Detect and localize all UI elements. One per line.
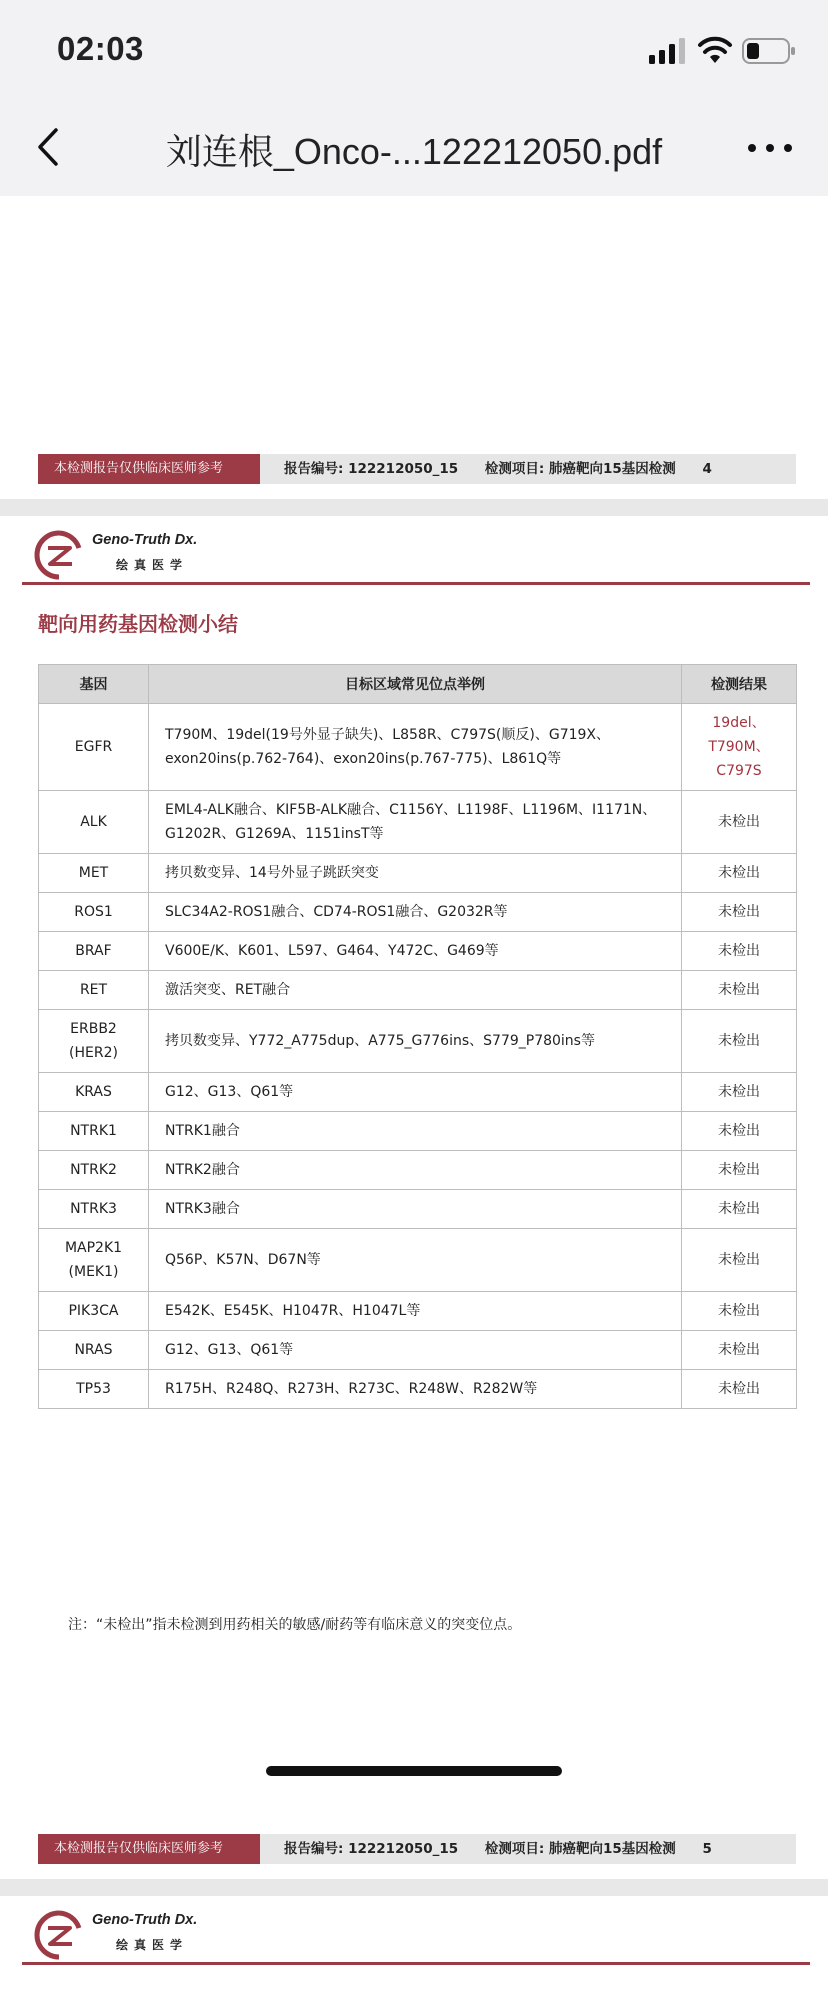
- pdf-viewer[interactable]: [0, 196, 828, 1952]
- table-row: [39, 893, 797, 932]
- pdf-page-4: [0, 196, 828, 499]
- sites-cell: 激活突变、RET融合: [149, 971, 682, 1010]
- header-gene: 基因: [39, 665, 149, 704]
- gene-cell: TP53: [39, 1370, 149, 1409]
- logo-chinese-name: 绘真医学: [116, 1938, 189, 1952]
- table-row: [39, 1370, 797, 1409]
- home-indicator[interactable]: [266, 1766, 562, 1776]
- page-footer: [38, 454, 796, 484]
- table-row: [39, 1112, 797, 1151]
- table-row: [39, 1073, 797, 1112]
- header-result: 检测结果: [682, 665, 797, 704]
- page-footer: [38, 1834, 796, 1864]
- gene-cell: BRAF: [39, 932, 149, 971]
- section-title: 靶向用药基因检测小结: [38, 612, 238, 636]
- footer-project: 检测项目: 肺癌靶向15基因检测: [484, 461, 676, 477]
- sites-cell: SLC34A2-ROS1融合、CD74-ROS1融合、G2032R等: [149, 893, 682, 932]
- result-cell: 未检出: [682, 791, 797, 854]
- result-cell: 未检出: [682, 1010, 797, 1073]
- result-cell: 未检出: [682, 971, 797, 1010]
- gene-summary-table: [38, 664, 797, 1409]
- result-cell: 19del、T790M、C797S: [682, 704, 797, 791]
- gene-cell: MAP2K1 (MEK1): [39, 1229, 149, 1292]
- table-row: [39, 1331, 797, 1370]
- gene-cell: MET: [39, 854, 149, 893]
- more-options-icon[interactable]: [740, 130, 800, 166]
- result-cell: 未检出: [682, 1151, 797, 1190]
- gene-cell: NTRK3: [39, 1190, 149, 1229]
- logo-english-name: Geno-Truth Dx.: [92, 532, 198, 548]
- table-row: [39, 1229, 797, 1292]
- table-row: [39, 1151, 797, 1190]
- header-sites: 目标区域常见位点举例: [149, 665, 682, 704]
- status-bar: [0, 0, 828, 100]
- table-row: [39, 854, 797, 893]
- gene-cell: KRAS: [39, 1073, 149, 1112]
- result-cell: 未检出: [682, 1370, 797, 1409]
- result-cell: 未检出: [682, 854, 797, 893]
- gene-cell: ROS1: [39, 893, 149, 932]
- table-footnote: 注：“未检出”指未检测到用药相关的敏感/耐药等有临床意义的突变位点。: [68, 1617, 522, 1633]
- result-cell: 未检出: [682, 1229, 797, 1292]
- sites-cell: G12、G13、Q61等: [149, 1331, 682, 1370]
- sites-cell: NTRK3融合: [149, 1190, 682, 1229]
- footer-info: [284, 454, 734, 484]
- status-time: 02:03: [57, 30, 144, 67]
- sites-cell: NTRK1融合: [149, 1112, 682, 1151]
- gene-cell: RET: [39, 971, 149, 1010]
- sites-cell: E542K、E545K、H1047R、H1047L等: [149, 1292, 682, 1331]
- footer-page-number: 4: [702, 461, 712, 477]
- footer-disclaimer: 本检测报告仅供临床医师参考: [38, 454, 260, 484]
- footer-project: 检测项目: 肺癌靶向15基因检测: [484, 1841, 676, 1857]
- footer-report-number: 报告编号: 122212050_15: [284, 1841, 459, 1857]
- nav-bar: [0, 100, 828, 196]
- company-logo: [36, 528, 226, 582]
- geno-truth-logo-icon: [36, 1910, 82, 1960]
- table-row: [39, 932, 797, 971]
- footer-info: [284, 1834, 734, 1864]
- result-cell: 未检出: [682, 1331, 797, 1370]
- result-cell: 未检出: [682, 1112, 797, 1151]
- gene-cell: EGFR: [39, 704, 149, 791]
- table-row: [39, 1292, 797, 1331]
- footer-disclaimer: 本检测报告仅供临床医师参考: [38, 1834, 260, 1864]
- cellular-signal-icon: [649, 38, 687, 64]
- table-row: [39, 971, 797, 1010]
- battery-icon: [742, 38, 796, 64]
- footer-report-number: 报告编号: 122212050_15: [284, 461, 459, 477]
- header-divider: [22, 582, 810, 585]
- sites-cell: 拷贝数变异、Y772_A775dup、A775_G776ins、S779_P780ins等: [149, 1010, 682, 1073]
- table-row: [39, 1190, 797, 1229]
- pdf-page-5: [0, 516, 828, 1879]
- gene-cell: ALK: [39, 791, 149, 854]
- document-title: 刘连根_Onco-...122212050.pdf: [165, 131, 663, 172]
- sites-cell: Q56P、K57N、D67N等: [149, 1229, 682, 1292]
- logo-chinese-name: 绘真医学: [116, 558, 189, 572]
- table-header-row: [39, 665, 797, 704]
- geno-truth-logo-icon: [36, 530, 82, 580]
- result-cell: 未检出: [682, 1073, 797, 1112]
- table-row: [39, 791, 797, 854]
- footer-page-number: 5: [702, 1841, 712, 1857]
- gene-cell: ERBB2 (HER2): [39, 1010, 149, 1073]
- sites-cell: NTRK2融合: [149, 1151, 682, 1190]
- gene-cell: NTRK1: [39, 1112, 149, 1151]
- sites-cell: G12、G13、Q61等: [149, 1073, 682, 1112]
- sites-cell: V600E/K、K601、L597、G464、Y472C、G469等: [149, 932, 682, 971]
- logo-english-name: Geno-Truth Dx.: [92, 1912, 198, 1928]
- gene-cell: PIK3CA: [39, 1292, 149, 1331]
- result-cell: 未检出: [682, 932, 797, 971]
- table-row: [39, 704, 797, 791]
- sites-cell: R175H、R248Q、R273H、R273C、R248W、R282W等: [149, 1370, 682, 1409]
- wifi-icon: [698, 35, 732, 65]
- pdf-page-6: [0, 1896, 828, 2016]
- table-row: [39, 1010, 797, 1073]
- result-cell: 未检出: [682, 1190, 797, 1229]
- gene-cell: NTRK2: [39, 1151, 149, 1190]
- sites-cell: T790M、19del(19号外显子缺失)、L858R、C797S(顺反)、G719X、exon20ins(p.762-764)、exon20ins(p.767-775)、L861Q等: [149, 704, 682, 791]
- gene-cell: NRAS: [39, 1331, 149, 1370]
- result-cell: 未检出: [682, 1292, 797, 1331]
- sites-cell: EML4-ALK融合、KIF5B-ALK融合、C1156Y、L1198F、L1196M、I1171N、G1202R、G1269A、1151insT等: [149, 791, 682, 854]
- sites-cell: 拷贝数变异、14号外显子跳跃突变: [149, 854, 682, 893]
- back-chevron-icon[interactable]: [30, 122, 70, 172]
- header-divider: [22, 1962, 810, 1965]
- company-logo: [36, 1908, 226, 1962]
- result-cell: 未检出: [682, 893, 797, 932]
